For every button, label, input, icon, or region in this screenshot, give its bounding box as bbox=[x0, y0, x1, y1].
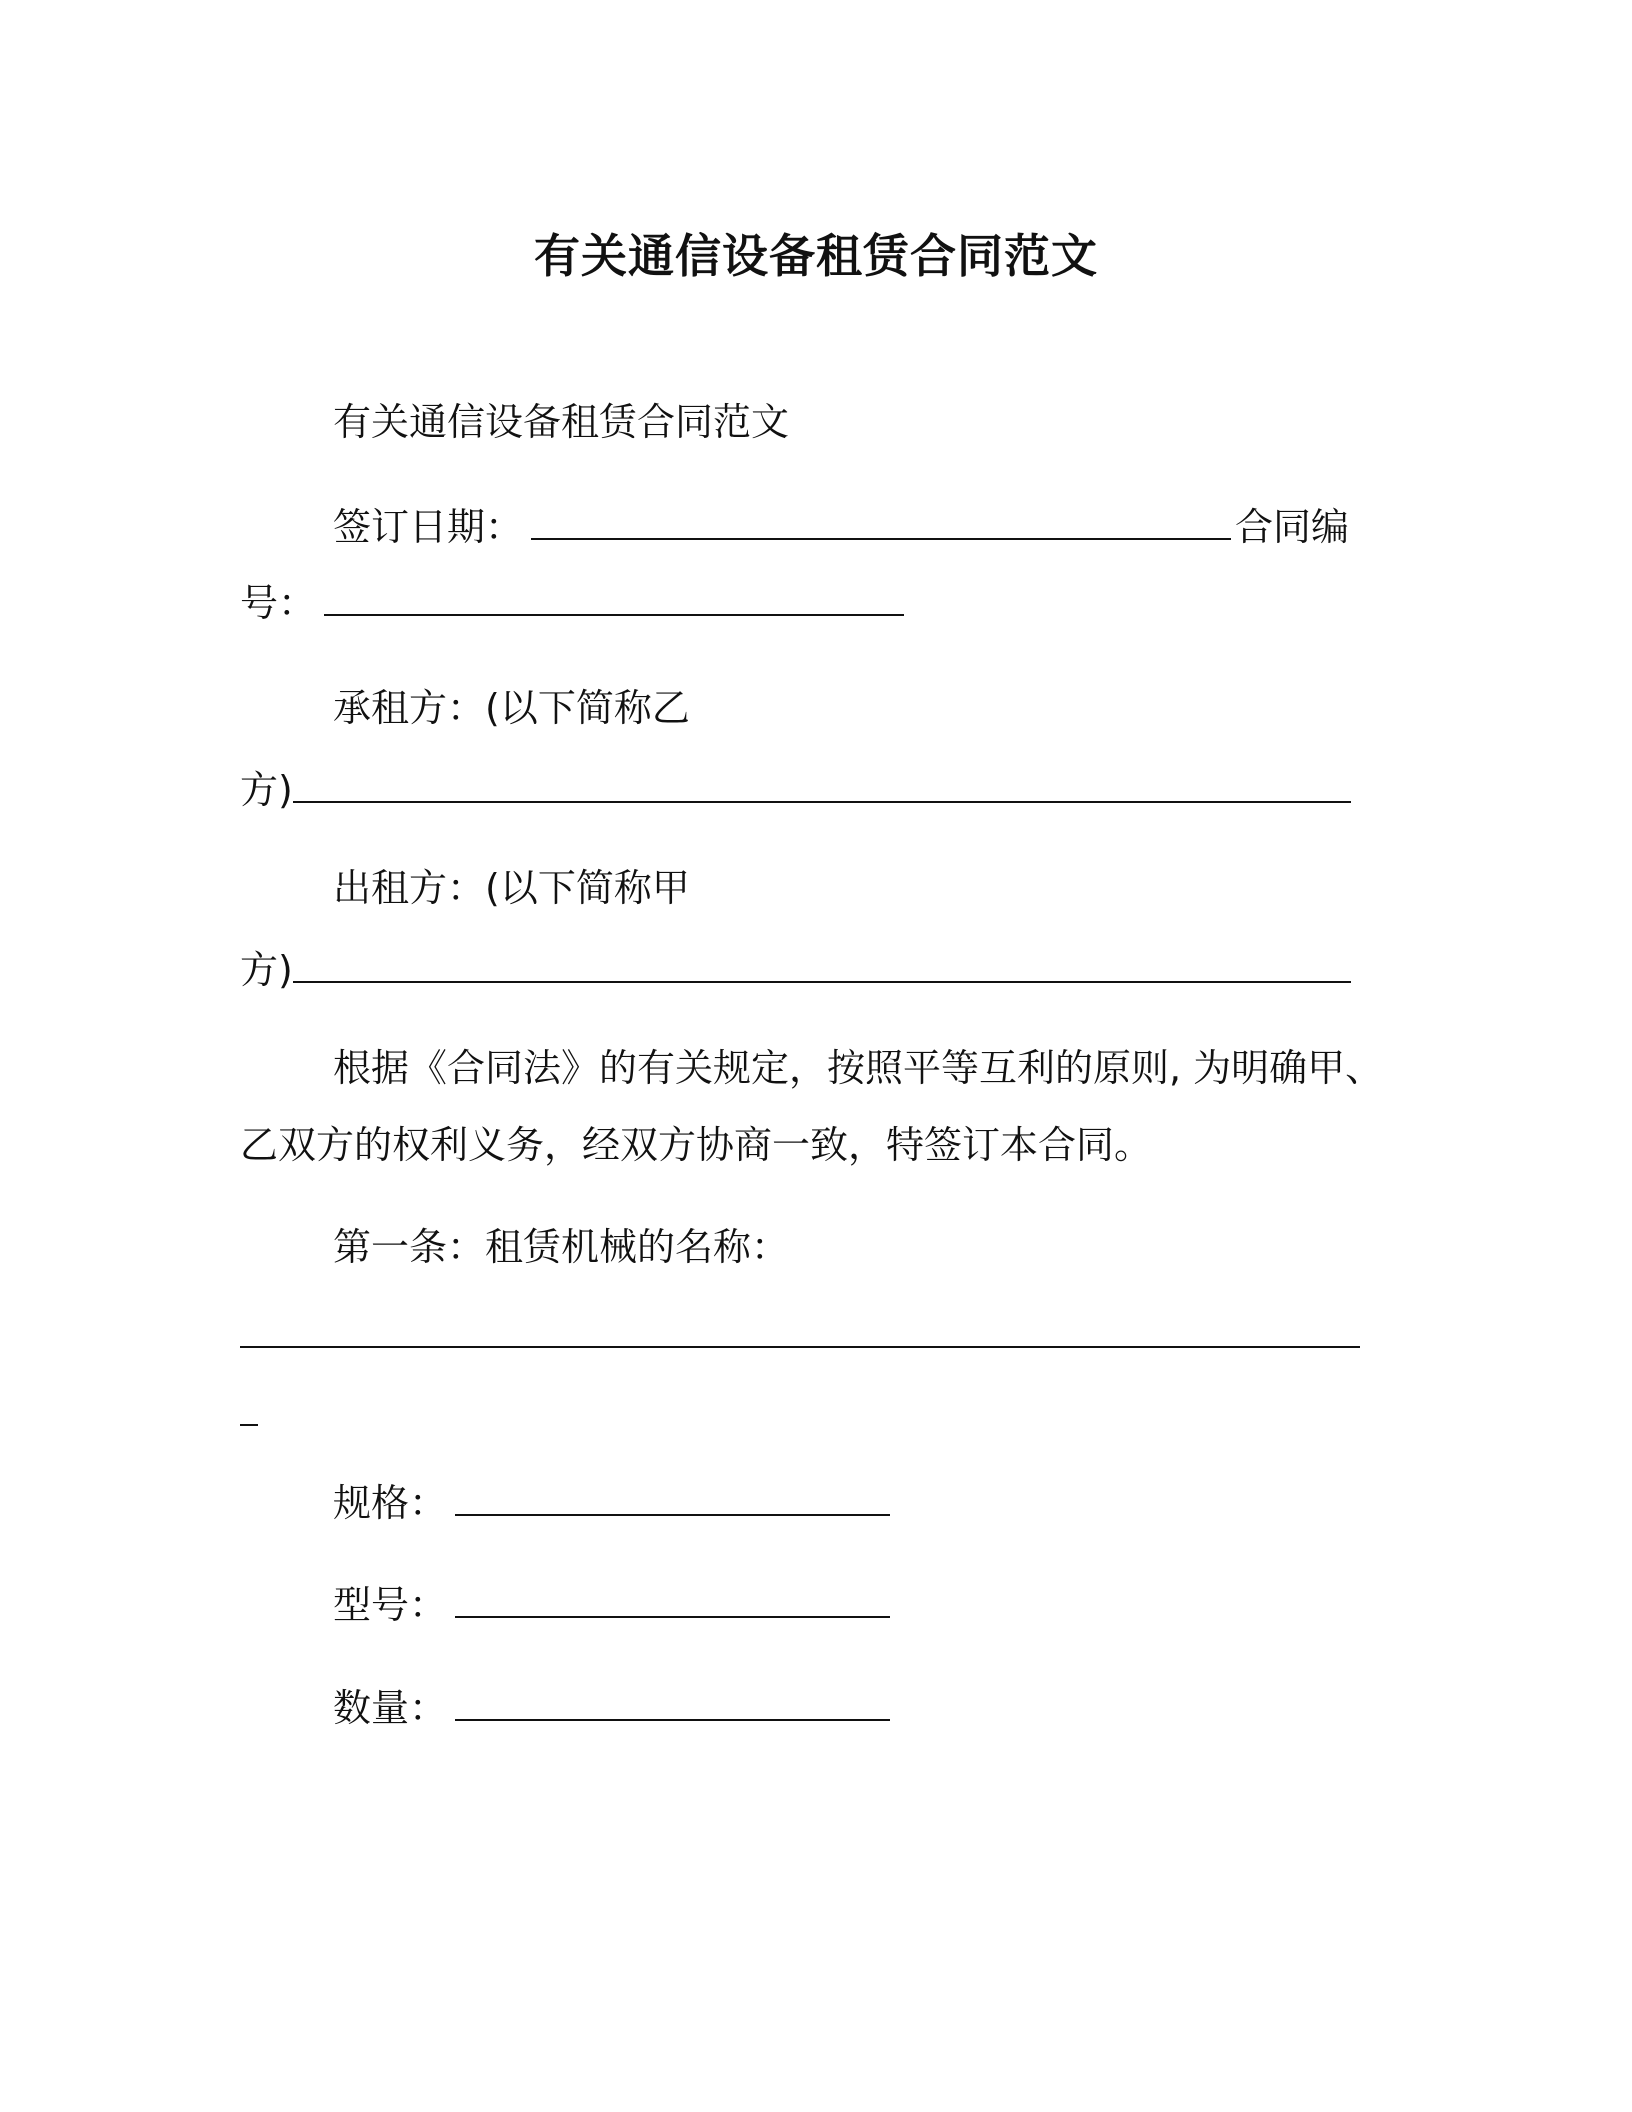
article1-heading: 第一条：租赁机械的名称： bbox=[333, 1225, 790, 1269]
lessor-label-cont: 方) bbox=[240, 948, 293, 992]
preamble-line-1: 根据《合同法》的有关规定，按照平等互利的原则, 为明确甲、 bbox=[333, 1046, 1384, 1090]
spec-blank[interactable] bbox=[455, 1480, 890, 1516]
lessee-label: 承租方：(以下简称乙 bbox=[333, 686, 690, 730]
document-subtitle: 有关通信设备租赁合同范文 bbox=[333, 400, 790, 444]
lessee-name-blank[interactable] bbox=[293, 767, 1351, 803]
lessor-label: 出租方：(以下简称甲 bbox=[333, 866, 690, 910]
model-row bbox=[333, 1580, 890, 1630]
machine-name-blank-cont[interactable] bbox=[240, 1390, 258, 1426]
spec-row bbox=[333, 1478, 890, 1528]
sign-date-row bbox=[333, 502, 1231, 552]
model-blank[interactable] bbox=[455, 1582, 890, 1618]
lessee-label-cont: 方) bbox=[240, 768, 293, 812]
quantity-blank[interactable] bbox=[455, 1685, 890, 1721]
lessor-name-blank[interactable] bbox=[293, 947, 1351, 983]
model-label: 型号： bbox=[333, 1583, 448, 1627]
machine-name-row bbox=[240, 1310, 1360, 1360]
quantity-row bbox=[333, 1683, 890, 1733]
preamble-line-2: 乙双方的权利义务，经双方协商一致，特签订本合同。 bbox=[240, 1123, 1153, 1167]
document-title: 有关通信设备租赁合同范文 bbox=[534, 229, 1098, 283]
machine-name-blank[interactable] bbox=[240, 1312, 1360, 1348]
sign-date-blank[interactable] bbox=[531, 504, 1231, 540]
spec-label: 规格： bbox=[333, 1481, 448, 1525]
quantity-label: 数量： bbox=[333, 1686, 448, 1730]
contract-no-label-part2: 号： bbox=[240, 581, 317, 625]
contract-no-blank[interactable] bbox=[324, 580, 904, 616]
contract-no-row bbox=[240, 578, 904, 628]
machine-name-row-cont bbox=[240, 1388, 258, 1438]
lessee-row bbox=[240, 765, 1351, 815]
lessor-row bbox=[240, 945, 1351, 995]
sign-date-label: 签订日期： bbox=[333, 505, 524, 549]
contract-no-label-part1: 合同编 bbox=[1235, 505, 1350, 549]
